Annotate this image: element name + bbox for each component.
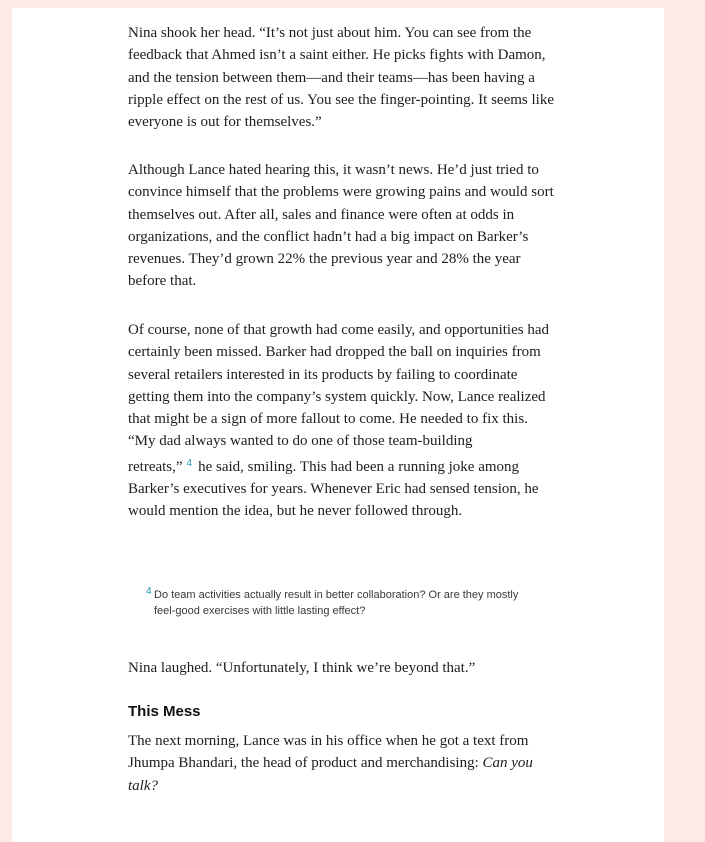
paragraph-next-morning-italic: Can you talk? — [128, 755, 533, 794]
paragraph-lance-news: Although Lance hated hearing this, it wasn’t news. He’d just tried to convince himself that the problems were growing pains and would sort themselves out. After all, sales and finance were often at odds in organizations, and the conflict hadn’t had a big impact on Barker’s revenues. They’d grown 22% the previous year and 28% the year before that. — [128, 162, 554, 290]
footnote-4 — [146, 587, 534, 619]
footnote-ref-4[interactable]: 4 — [186, 457, 193, 469]
section-heading: This Mess — [128, 703, 201, 720]
paragraph-next-morning-text: The next morning, Lance was in his office when he got a text from Jhumpa Bhandari, the head of product and merchandising: — [128, 733, 529, 772]
paragraph-growth-text-2: he said, smiling. This had been a running joke among Barker’s executives for years. Whenever Eric had sensed tension, he would mention the idea, but he never followed through. — [128, 458, 539, 520]
footnote-number: 4 — [146, 586, 152, 597]
article-page — [12, 8, 664, 842]
paragraph-next-morning — [128, 730, 558, 797]
paragraph-growth-text-1: Of course, none of that growth had come easily, and opportunities had certainly been missed. Barker had dropped the ball on inquiries from several retailers interested in its products by failing to coordinate getting them into the company’s system quickly. Now, Lance realized that might be a sign of more fallout to come. He needed to fix this. “My dad always wanted to do one of those team-building retreats,” — [128, 322, 549, 475]
paragraph-growth — [128, 319, 558, 523]
paragraph-nina-feedback: Nina shook her head. “It’s not just about him. You can see from the feedback that Ahmed isn’t a saint either. He picks fights with Damon, and the tension between them—and their teams—has been having a ripple effect on the rest of us. You see the finger-pointing. It seems like everyone is out for themselves.” — [128, 25, 554, 131]
footnote-text: Do team activities actually result in better collaboration? Or are they mostly feel-good exercises with little lasting effect? — [154, 589, 519, 617]
paragraph-nina-laughed: Nina laughed. “Unfortunately, I think we’re beyond that.” — [128, 660, 476, 676]
